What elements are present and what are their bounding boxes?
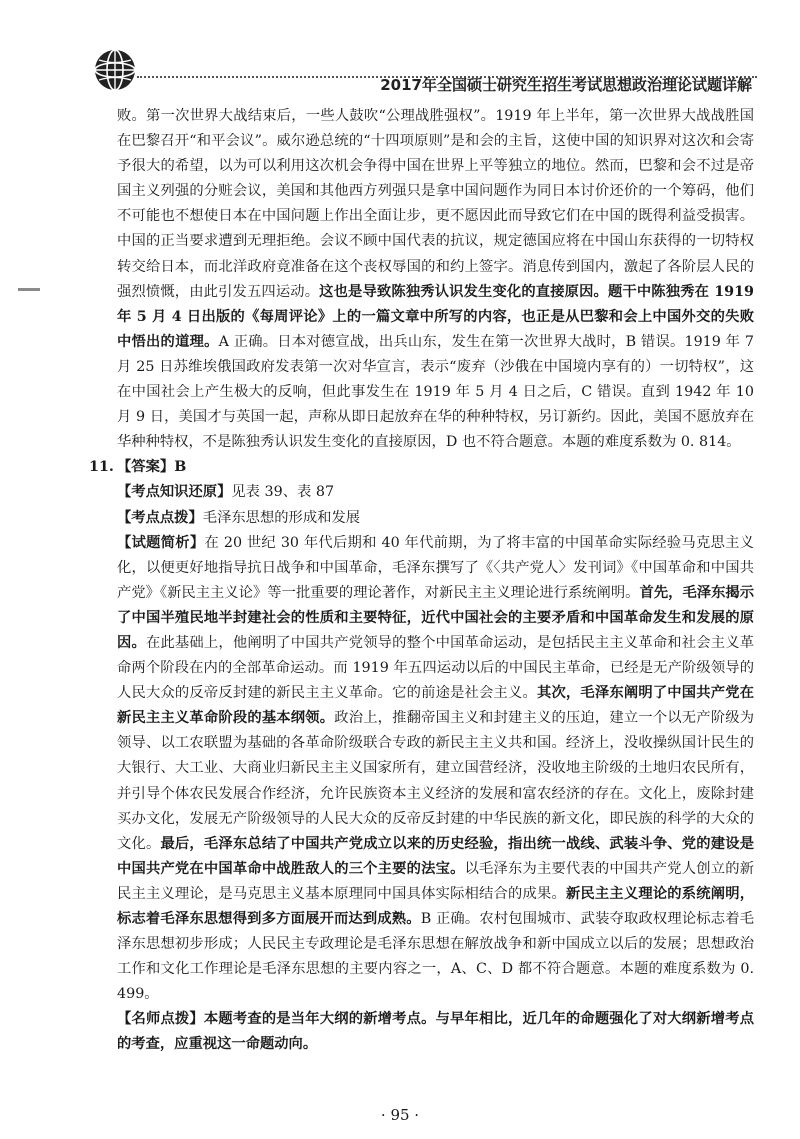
paragraph-text: B 正确。农村包围城市、武装夺取政权理论标志着毛泽东思想初步形成；人民民主专政理论是毛泽东思想在解放战争和新中国成立以后的发展；思想政治工作和文化工作理论是毛泽东思想的主要内容之一，A、C、D 都不符合题意。本题的难度系数为 0. 499。	[117, 911, 754, 1003]
answer-10-explanation	[89, 104, 754, 455]
paragraph-text: 以毛泽东为主要代表的中国共产党人创立的新民主主义理论，是马克思主义基本原理同中国具体实际相结合的成果。	[117, 860, 755, 902]
point-line	[89, 506, 754, 531]
paragraph-text: 败。第一次世界大战结束后，一些人鼓吹“公理战胜强权”。1919 年上半年，第一次世界大战战胜国在巴黎召开“和平会议”。威尔逊总统的“十四项原则”是和会的主旨，这使中国的知识界对这次和会寄予很大的希望，以为可以利用这次机会争得中国在世界上平等独立的地位。然而，巴黎和会不过是帝国主义列强的分赃会议，美国和其他西方列强只是拿中国问题作为同日本讨价还价的一个筹码，他们不可能也不想使日本在中国问题上作出全面让步，更不愿因此而导致它们在中国的既得利益受损害。中国的正当要求遭到无理拒绝。会议不顾中国代表的抗议，规定德国应将在中国山东获得的一切特权转交给日本，而北洋政府竟准备在这个丧权辱国的和约上签字。消息传到国内，激起了各阶层人民的强烈愤慨，由此引发五四运动。	[117, 108, 754, 300]
knowledge-value: 见表 39、表 87	[231, 484, 335, 501]
page-number: · 95 ·	[380, 1106, 420, 1124]
analysis-label: 【试题简析】	[117, 534, 205, 551]
paragraph-text: A 正确。日本对德宣战，出兵山东，发生在第一次世界大战时，B 错误。1919 年 7 月 25 日苏维埃俄国政府发表第一次对华宣言，表示“废弃（沙俄在中国境内享有的）一切特权”，这在中国社会上产生极大的反响，但此事发生在 1919 年 5 月 4 日之后，C 错误。直到 1942 年 10 月 9 日，美国才与英国一起，声称从即日起放弃在华的种种特权，另订新约。因此，美国不愿放弃在华种种特权，不是陈独秀认识发生变化的直接原因，D 也不符合题意。本题的难度系数为 0. 814。	[117, 333, 754, 451]
tip-paragraph	[89, 1007, 754, 1057]
knowledge-line	[89, 480, 754, 505]
tip-label: 【名师点拨】	[117, 1011, 204, 1028]
paragraph-bold: 新民主主义理论的系统阐明，标志着毛泽东思想得到多方面展开而达到成熟。	[117, 885, 755, 927]
header-title: 2017年全国硕士研究生招生考试思想政治理论试题详解	[380, 76, 752, 94]
question-number: 11.	[89, 459, 114, 476]
analysis-paragraph	[89, 531, 754, 1008]
paragraph-bold: 这也是导致陈独秀认识发生变化的直接原因。题干中陈独秀在 1919 年 5 月 4 日出版的《每周评论》上的一篇文章中所写的内容，也正是从巴黎和会上中国外交的失败中悟出的道理。	[117, 283, 754, 350]
knowledge-label: 【考点知识还原】	[117, 484, 232, 501]
page-body	[89, 104, 754, 1058]
answer-value: B	[174, 459, 187, 476]
margin-mark	[18, 288, 40, 291]
answer-label: 【答案】	[117, 459, 175, 476]
globe-icon	[93, 48, 137, 92]
answer-11-line	[89, 455, 754, 480]
point-label: 【考点点拨】	[117, 509, 203, 526]
paragraph-bold: 最后，毛泽东总结了中国共产党成立以来的历史经验，指出统一战线、武装斗争、党的建设是中国共产党在中国革命中战胜敌人的三个主要的法宝。	[117, 835, 755, 877]
paragraph-bold: 其次，毛泽东阐明了中国共产党在新民主主义革命阶段的基本纲领。	[117, 685, 755, 727]
paragraph-bold: 首先，毛泽东揭示了中国半殖民地半封建社会的性质和主要特征，近代中国社会的主要矛盾和中国革命发生和发展的原因。	[117, 584, 754, 651]
page-header	[0, 0, 800, 95]
tip-text: 本题考查的是当年大纲的新增考点。与早年相比，近几年的命题强化了对大纲新增考点的考查，应重视这一命题动向。	[117, 1011, 754, 1053]
point-value: 毛泽东思想的形成和发展	[202, 509, 361, 526]
paragraph-text: 在此基础上，他阐明了中国共产党领导的整个中国革命运动，是包括民主主义革命和社会主义革命两个阶段在内的全部革命运动。而 1919 年五四运动以后的中国民主革命，已经是无产阶级领导的人民大众的反帝反封建的新民主主义革命。它的前途是社会主义。	[117, 634, 755, 702]
paragraph-text: 政治上，推翻帝国主义和封建主义的压迫，建立一个以无产阶级为领导、以工农联盟为基础的各革命阶级联合专政的新民主主义共和国。经济上，没收操纵国计民生的大银行、大工业、大商业归新民主主义国家所有，建立国营经济，没收地主阶级的土地归农民所有，并引导个体农民发展合作经济，允许民族资本主义经济的发展和富农经济的存在。文化上，废除封建买办文化，发展无产阶级领导的人民大众的反帝反封建的中华民族的新文化，即民族的科学的大众的文化。	[117, 710, 755, 852]
paragraph-text: 在 20 世纪 30 年代后期和 40 年代前期，为了将丰富的中国革命实际经验马克思主义化，以便更好地指导抗日战争和中国革命，毛泽东撰写了《〈共产党人〉发刊词》《中国革命和中国共产党》《新民主主义论》等一批重要的理论著作，对新民主主义理论进行系统阐明。	[117, 534, 755, 601]
